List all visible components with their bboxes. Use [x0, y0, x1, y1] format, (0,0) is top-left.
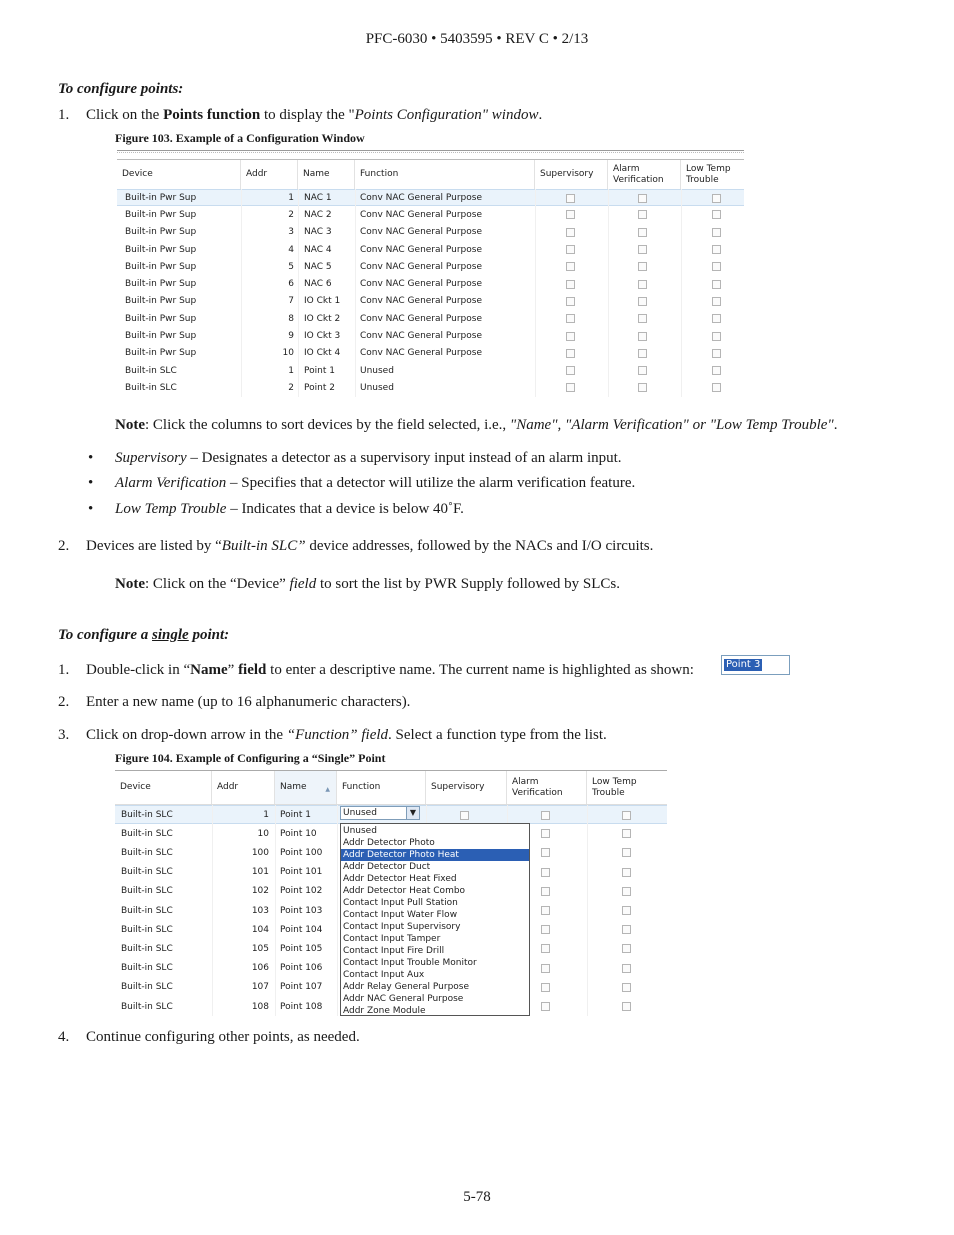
table-header — [115, 770, 667, 805]
column-header-name[interactable]: Name — [298, 160, 355, 189]
dropdown-options — [341, 824, 529, 1017]
column-header-device[interactable]: Device — [117, 160, 241, 189]
addr-cell: 103 — [251, 905, 269, 916]
supervisory-checkbox[interactable] — [566, 228, 575, 237]
name-cell[interactable]: NAC 6 — [304, 279, 332, 290]
name-cell[interactable]: Point 105 — [280, 943, 323, 954]
addr-cell: 1 — [288, 192, 294, 203]
alarm-verification-checkbox[interactable] — [541, 811, 550, 820]
column-divider — [275, 805, 276, 1016]
dropdown-option[interactable]: Contact Input Water Flow — [343, 910, 458, 920]
low-temp-trouble-checkbox[interactable] — [712, 245, 721, 254]
table-row[interactable] — [117, 241, 744, 258]
column-header-alarm-verification[interactable]: Alarm Verification — [608, 160, 681, 189]
column-divider — [587, 805, 588, 1016]
device-cell: Built-in Pwr Sup — [125, 348, 197, 359]
low-temp-trouble-checkbox[interactable] — [622, 887, 631, 896]
function-cell[interactable]: Conv NAC General Purpose — [360, 227, 483, 238]
table-row[interactable] — [117, 258, 744, 275]
function-cell[interactable]: Conv NAC General Purpose — [360, 331, 483, 342]
step-number: 3. — [58, 727, 70, 743]
table-row[interactable] — [117, 276, 744, 293]
dropdown-option[interactable]: Addr Detector Heat Fixed — [343, 874, 457, 884]
bullet-supervisory: Supervisory – Designates a detector as a supervisory input instead of an alarm input. — [115, 450, 622, 466]
device-cell: Built-in Pwr Sup — [125, 227, 197, 238]
note-sort-columns: Note: Click the columns to sort devices by the field selected, i.e., "Name", "Alarm Verification" or "Low Temp Trouble". — [115, 417, 838, 433]
addr-cell: 108 — [251, 1001, 269, 1012]
low-temp-trouble-checkbox[interactable] — [622, 829, 631, 838]
function-cell[interactable]: Conv NAC General Purpose — [360, 296, 483, 307]
section-title-configure-points: To configure points: — [58, 81, 184, 97]
supervisory-checkbox[interactable] — [460, 811, 469, 820]
step-number: 1. — [58, 107, 70, 123]
low-temp-trouble-checkbox[interactable] — [712, 297, 721, 306]
addr-cell: 4 — [288, 244, 294, 255]
step-number: 2. — [58, 538, 70, 554]
supervisory-checkbox[interactable] — [566, 332, 575, 341]
sort-arrow-icon: ▲ — [325, 786, 330, 793]
device-cell: Built-in Pwr Sup — [125, 209, 197, 220]
dropdown-option[interactable]: Addr Detector Photo — [343, 838, 435, 848]
function-dropdown-list — [340, 823, 530, 1016]
single-point-window — [115, 770, 667, 1017]
low-temp-trouble-checkbox[interactable] — [712, 194, 721, 203]
table-row[interactable] — [117, 224, 744, 241]
column-header-addr[interactable]: Addr — [212, 771, 275, 804]
alarm-verification-checkbox[interactable] — [541, 848, 550, 857]
name-cell[interactable]: IO Ckt 3 — [304, 331, 341, 342]
column-header-addr[interactable]: Addr — [241, 160, 298, 189]
addr-cell: 6 — [288, 279, 294, 290]
alarm-verification-checkbox[interactable] — [541, 925, 550, 934]
device-cell: Built-in SLC — [121, 982, 173, 993]
low-temp-trouble-checkbox[interactable] — [712, 383, 721, 392]
low-temp-trouble-checkbox[interactable] — [622, 964, 631, 973]
column-header-device[interactable]: Device — [115, 771, 212, 804]
supervisory-checkbox[interactable] — [566, 245, 575, 254]
low-temp-trouble-checkbox[interactable] — [712, 210, 721, 219]
low-temp-trouble-checkbox[interactable] — [712, 366, 721, 375]
chevron-down-icon[interactable]: ▼ — [406, 807, 419, 819]
name-cell[interactable]: Point 1 — [304, 365, 335, 376]
dropdown-option[interactable]: Contact Input Supervisory — [343, 922, 461, 932]
low-temp-trouble-checkbox[interactable] — [622, 848, 631, 857]
dropdown-option[interactable]: Addr Detector Photo Heat — [341, 849, 529, 861]
device-cell: Built-in SLC — [121, 1001, 173, 1012]
addr-cell: 7 — [288, 296, 294, 307]
name-cell[interactable]: Point 107 — [280, 982, 323, 993]
alarm-verification-checkbox[interactable] — [638, 366, 647, 375]
name-cell[interactable]: Point 100 — [280, 847, 323, 858]
alarm-verification-checkbox[interactable] — [638, 383, 647, 392]
table-header — [117, 159, 744, 190]
bullet-alarm-verification: Alarm Verification – Specifies that a detector will utilize the alarm verification feature. — [115, 475, 636, 491]
device-cell: Built-in Pwr Sup — [125, 192, 197, 203]
note-sort-device: Note: Click on the “Device” field to sort the list by PWR Supply followed by SLCs. — [115, 576, 620, 592]
single-step2-text: Enter a new name (up to 16 alphanumeric characters). — [86, 694, 411, 710]
alarm-verification-checkbox[interactable] — [541, 868, 550, 877]
highlighted-name-text: Point 3 — [726, 659, 761, 670]
device-cell: Built-in SLC — [121, 924, 173, 935]
dropdown-option[interactable]: Contact Input Pull Station — [343, 898, 458, 908]
low-temp-trouble-checkbox[interactable] — [712, 262, 721, 271]
name-cell[interactable]: Point 106 — [280, 963, 323, 974]
function-cell[interactable]: Conv NAC General Purpose — [360, 209, 483, 220]
column-divider — [212, 805, 213, 1016]
name-cell[interactable]: NAC 2 — [304, 209, 332, 220]
low-temp-trouble-checkbox[interactable] — [712, 280, 721, 289]
name-cell[interactable]: Point 1 — [280, 809, 311, 820]
addr-cell: 9 — [288, 331, 294, 342]
alarm-verification-checkbox[interactable] — [541, 944, 550, 953]
column-divider — [298, 189, 299, 397]
addr-cell: 8 — [288, 313, 294, 324]
table-row[interactable] — [117, 379, 744, 396]
low-temp-trouble-checkbox[interactable] — [622, 944, 631, 953]
low-temp-trouble-checkbox[interactable] — [712, 332, 721, 341]
alarm-verification-checkbox[interactable] — [541, 1002, 550, 1011]
column-divider — [337, 805, 338, 1016]
function-select-value: Unused — [343, 808, 377, 818]
column-divider — [681, 189, 682, 397]
low-temp-trouble-checkbox[interactable] — [622, 868, 631, 877]
low-temp-trouble-checkbox[interactable] — [622, 811, 631, 820]
function-cell[interactable]: Conv NAC General Purpose — [360, 279, 483, 290]
device-cell: Built-in SLC — [121, 847, 173, 858]
device-cell: Built-in SLC — [121, 886, 173, 897]
column-divider — [355, 189, 356, 397]
table-row[interactable] — [117, 362, 744, 379]
name-cell[interactable]: IO Ckt 1 — [304, 296, 341, 307]
section-title-configure-single-point: To configure a single point: — [58, 627, 230, 643]
name-textbox-example[interactable] — [721, 655, 790, 675]
name-cell[interactable]: NAC 3 — [304, 227, 332, 238]
alarm-verification-checkbox[interactable] — [638, 228, 647, 237]
device-cell: Built-in Pwr Sup — [125, 331, 197, 342]
dropdown-option[interactable]: Contact Input Trouble Monitor — [343, 958, 477, 968]
addr-cell: 104 — [251, 924, 269, 935]
single-step3-text: Click on drop-down arrow in the “Function” field. Select a function type from the list. — [86, 727, 607, 743]
low-temp-trouble-checkbox[interactable] — [622, 925, 631, 934]
column-divider — [608, 189, 609, 397]
name-cell[interactable]: Point 108 — [280, 1001, 323, 1012]
dropdown-option[interactable]: Unused — [343, 826, 377, 836]
function-cell[interactable]: Conv NAC General Purpose — [360, 192, 483, 203]
name-cell[interactable]: Point 104 — [280, 924, 323, 935]
function-cell[interactable]: Conv NAC General Purpose — [360, 313, 483, 324]
device-cell: Built-in Pwr Sup — [125, 313, 197, 324]
step2-text: Devices are listed by “Built-in SLC” device addresses, followed by the NACs and I/O circuits. — [86, 538, 654, 554]
single-step1-text: Double-click in “Name” field to enter a descriptive name. The current name is highlighted as shown: — [86, 662, 694, 678]
supervisory-checkbox[interactable] — [566, 280, 575, 289]
addr-cell: 2 — [288, 209, 294, 220]
name-cell[interactable]: IO Ckt 4 — [304, 348, 341, 359]
dropdown-option[interactable]: Contact Input Aux — [343, 970, 425, 980]
device-cell: Built-in SLC — [121, 905, 173, 916]
bullet-low-temp-trouble: Low Temp Trouble – Indicates that a device is below 40˚F. — [115, 501, 464, 517]
supervisory-checkbox[interactable] — [566, 210, 575, 219]
bullet-mark: • — [88, 475, 94, 491]
addr-cell: 2 — [288, 382, 294, 393]
figure-104-caption: Figure 104. Example of Configuring a “Single” Point — [115, 751, 386, 765]
device-cell: Built-in SLC — [121, 809, 173, 820]
name-cell[interactable]: Point 101 — [280, 867, 323, 878]
table-row[interactable] — [117, 310, 744, 327]
addr-cell: 3 — [288, 227, 294, 238]
device-cell: Built-in SLC — [125, 365, 177, 376]
dropdown-option[interactable]: Addr Relay General Purpose — [343, 982, 470, 992]
column-header-function[interactable]: Function — [355, 160, 535, 189]
supervisory-checkbox[interactable] — [566, 262, 575, 271]
addr-cell: 10 — [257, 828, 269, 839]
function-cell[interactable]: Conv NAC General Purpose — [360, 261, 483, 272]
device-cell: Built-in Pwr Sup — [125, 279, 197, 290]
step-number: 4. — [58, 1029, 70, 1045]
device-cell: Built-in SLC — [121, 943, 173, 954]
name-cell[interactable]: Point 2 — [304, 382, 335, 393]
addr-cell: 107 — [251, 982, 269, 993]
name-cell[interactable]: Point 10 — [280, 828, 317, 839]
name-cell[interactable]: Point 102 — [280, 886, 323, 897]
configuration-window — [117, 150, 744, 400]
supervisory-checkbox[interactable] — [566, 297, 575, 306]
addr-cell: 1 — [263, 809, 269, 820]
addr-cell: 105 — [251, 943, 269, 954]
alarm-verification-checkbox[interactable] — [638, 210, 647, 219]
addr-cell: 1 — [288, 365, 294, 376]
step-number: 2. — [58, 694, 70, 710]
alarm-verification-checkbox[interactable] — [541, 887, 550, 896]
window-top-border — [117, 150, 744, 153]
column-header-low-temp-trouble[interactable]: Low Temp Trouble — [592, 776, 637, 798]
page-number: 5-78 — [463, 1189, 491, 1205]
low-temp-trouble-checkbox[interactable] — [622, 983, 631, 992]
dropdown-option[interactable]: Contact Input Fire Drill — [343, 946, 445, 956]
alarm-verification-checkbox[interactable] — [638, 194, 647, 203]
step-number: 1. — [58, 662, 70, 678]
alarm-verification-checkbox[interactable] — [638, 280, 647, 289]
alarm-verification-checkbox[interactable] — [541, 964, 550, 973]
supervisory-checkbox[interactable] — [566, 314, 575, 323]
column-header-supervisory[interactable]: Supervisory — [535, 160, 608, 189]
addr-cell: 101 — [251, 867, 269, 878]
device-cell: Built-in Pwr Sup — [125, 261, 197, 272]
table-row[interactable] — [117, 345, 744, 362]
dropdown-option[interactable]: Addr NAC General Purpose — [343, 994, 464, 1004]
column-divider — [535, 189, 536, 397]
low-temp-trouble-checkbox[interactable] — [622, 906, 631, 915]
alarm-verification-checkbox[interactable] — [541, 829, 550, 838]
addr-cell: 100 — [251, 847, 269, 858]
supervisory-checkbox[interactable] — [566, 366, 575, 375]
name-cell[interactable]: NAC 4 — [304, 244, 332, 255]
addr-cell: 5 — [288, 261, 294, 272]
name-cell[interactable]: NAC 5 — [304, 261, 332, 272]
dropdown-option[interactable]: Addr Zone Module — [343, 1006, 426, 1016]
table-row[interactable] — [117, 206, 744, 223]
addr-cell: 106 — [251, 963, 269, 974]
column-header-name[interactable]: Name ▲ — [275, 771, 337, 804]
table-row[interactable] — [117, 189, 744, 206]
alarm-verification-checkbox[interactable] — [638, 297, 647, 306]
single-step4-text: Continue configuring other points, as needed. — [86, 1029, 360, 1045]
low-temp-trouble-checkbox[interactable] — [622, 1002, 631, 1011]
dropdown-option[interactable]: Contact Input Tamper — [343, 934, 441, 944]
function-select[interactable] — [340, 806, 420, 820]
device-cell: Built-in Pwr Sup — [125, 244, 197, 255]
table-row[interactable] — [117, 327, 744, 344]
device-cell: Built-in Pwr Sup — [125, 296, 197, 307]
addr-cell: 102 — [251, 886, 269, 897]
dropdown-option[interactable]: Addr Detector Heat Combo — [343, 886, 466, 896]
alarm-verification-checkbox[interactable] — [638, 262, 647, 271]
alarm-verification-checkbox[interactable] — [638, 314, 647, 323]
addr-cell: 10 — [282, 348, 294, 359]
function-cell[interactable]: Unused — [360, 382, 394, 393]
supervisory-checkbox[interactable] — [566, 194, 575, 203]
column-divider — [241, 189, 242, 397]
column-header-function[interactable]: Function — [337, 771, 426, 804]
alarm-verification-checkbox[interactable] — [541, 983, 550, 992]
alarm-verification-checkbox[interactable] — [638, 332, 647, 341]
supervisory-checkbox[interactable] — [566, 349, 575, 358]
supervisory-checkbox[interactable] — [566, 383, 575, 392]
name-cell[interactable]: IO Ckt 2 — [304, 313, 341, 324]
low-temp-trouble-checkbox[interactable] — [712, 314, 721, 323]
page-header: PFC-6030 • 5403595 • REV C • 2/13 — [365, 31, 589, 47]
figure-103-caption: Figure 103. Example of a Configuration Window — [115, 131, 365, 145]
bullet-mark: • — [88, 450, 94, 466]
name-cell[interactable]: Point 103 — [280, 905, 323, 916]
bullet-mark: • — [88, 501, 94, 517]
low-temp-trouble-checkbox[interactable] — [712, 349, 721, 358]
column-header-low-temp-trouble[interactable]: Low Temp Trouble — [686, 163, 731, 185]
alarm-verification-checkbox[interactable] — [638, 245, 647, 254]
device-cell: Built-in SLC — [125, 382, 177, 393]
alarm-verification-checkbox[interactable] — [541, 906, 550, 915]
function-cell[interactable]: Unused — [360, 365, 394, 376]
device-cell: Built-in SLC — [121, 828, 173, 839]
device-cell: Built-in SLC — [121, 867, 173, 878]
column-header-supervisory[interactable]: Supervisory — [426, 771, 507, 804]
low-temp-trouble-checkbox[interactable] — [712, 228, 721, 237]
name-cell[interactable]: NAC 1 — [304, 192, 332, 203]
device-cell: Built-in SLC — [121, 963, 173, 974]
alarm-verification-checkbox[interactable] — [638, 349, 647, 358]
function-cell[interactable]: Conv NAC General Purpose — [360, 348, 483, 359]
column-header-alarm-verification[interactable]: Alarm Verification — [507, 771, 587, 804]
step1-text: Click on the Points function to display the "Points Configuration" window. — [86, 107, 543, 123]
dropdown-option[interactable]: Addr Detector Duct — [343, 862, 431, 872]
table-row[interactable] — [117, 293, 744, 310]
function-cell[interactable]: Conv NAC General Purpose — [360, 244, 483, 255]
